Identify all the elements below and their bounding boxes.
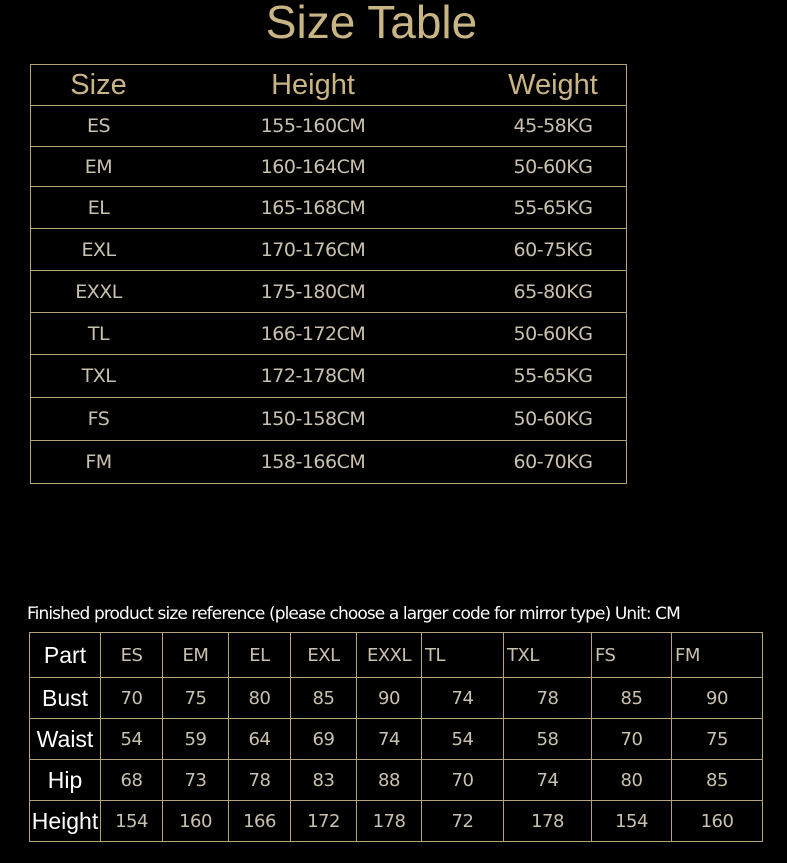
value-cell: 85 xyxy=(291,678,357,719)
header-height: Height xyxy=(271,68,355,101)
value-cell: 160 xyxy=(672,801,763,842)
table-row xyxy=(30,760,763,801)
height-cell: 165-168CM xyxy=(260,196,366,219)
value-cell: 90 xyxy=(672,678,763,719)
weight-cell: 60-75KG xyxy=(513,238,593,261)
part-label: Part xyxy=(30,633,101,678)
value-cell: 75 xyxy=(163,678,229,719)
height-cell: 160-164CM xyxy=(260,155,366,178)
weight-cell: 50-60KG xyxy=(513,408,593,430)
size-header-cell: ES xyxy=(101,633,163,678)
size-cell: TL xyxy=(87,322,110,345)
value-cell: 80 xyxy=(592,760,672,801)
bust-label: Bust xyxy=(30,678,101,719)
weight-cell: 45-58KG xyxy=(513,115,593,137)
value-cell: 74 xyxy=(504,760,592,801)
size-header-cell: EXL xyxy=(291,633,357,678)
size-cell: ES xyxy=(86,115,111,137)
weight-cell: 55-65KG xyxy=(513,365,593,387)
size-reference-note: Finished product size reference (please choose a larger code for mirror type) Unit: CM xyxy=(27,604,680,624)
height-cell: 155-160CM xyxy=(260,115,366,137)
value-cell: 70 xyxy=(592,719,672,760)
value-cell: 80 xyxy=(229,678,291,719)
value-cell: 59 xyxy=(163,719,229,760)
height-cell: 166-172CM xyxy=(260,322,366,345)
size-table-header xyxy=(31,65,626,106)
table-row xyxy=(31,229,626,271)
value-cell: 83 xyxy=(291,760,357,801)
weight-cell: 65-80KG xyxy=(513,280,593,303)
weight-cell: 50-60KG xyxy=(513,322,593,345)
table-row xyxy=(31,187,626,229)
size-cell: FM xyxy=(85,451,112,473)
value-cell: 72 xyxy=(422,801,504,842)
size-header-cell: TL xyxy=(422,633,504,678)
size-header-cell: EL xyxy=(229,633,291,678)
size-table xyxy=(30,64,627,484)
height-cell: 158-166CM xyxy=(260,451,366,473)
table-row xyxy=(30,719,763,760)
value-cell: 166 xyxy=(229,801,291,842)
size-header-cell: TXL xyxy=(504,633,592,678)
value-cell: 70 xyxy=(101,678,163,719)
value-cell: 154 xyxy=(592,801,672,842)
size-header-cell: FM xyxy=(672,633,763,678)
size-cell: EXL xyxy=(81,238,116,261)
table-row xyxy=(31,355,626,398)
value-cell: 70 xyxy=(422,760,504,801)
table-row xyxy=(31,147,626,187)
size-cell: TXL xyxy=(81,365,116,387)
table-row xyxy=(30,801,763,842)
value-cell: 54 xyxy=(422,719,504,760)
value-cell: 85 xyxy=(592,678,672,719)
size-cell: EL xyxy=(87,196,110,219)
header-size: Size xyxy=(70,68,127,101)
value-cell: 64 xyxy=(229,719,291,760)
measurement-header-row xyxy=(30,633,763,678)
value-cell: 160 xyxy=(163,801,229,842)
height-cell: 150-158CM xyxy=(260,408,366,430)
table-row xyxy=(31,271,626,313)
weight-cell: 55-65KG xyxy=(513,196,593,219)
table-row xyxy=(31,441,626,483)
value-cell: 154 xyxy=(101,801,163,842)
size-cell: EXXL xyxy=(75,280,122,303)
size-cell: FS xyxy=(87,408,110,430)
value-cell: 58 xyxy=(504,719,592,760)
value-cell: 78 xyxy=(504,678,592,719)
value-cell: 85 xyxy=(672,760,763,801)
value-cell: 74 xyxy=(422,678,504,719)
value-cell: 69 xyxy=(291,719,357,760)
height-label: Height xyxy=(30,801,101,842)
value-cell: 90 xyxy=(357,678,422,719)
height-cell: 172-178CM xyxy=(260,365,366,387)
weight-cell: 50-60KG xyxy=(513,155,593,178)
height-cell: 175-180CM xyxy=(260,280,366,303)
value-cell: 88 xyxy=(357,760,422,801)
value-cell: 73 xyxy=(163,760,229,801)
weight-cell: 60-70KG xyxy=(513,451,593,473)
value-cell: 78 xyxy=(229,760,291,801)
table-row xyxy=(31,313,626,355)
value-cell: 74 xyxy=(357,719,422,760)
value-cell: 75 xyxy=(672,719,763,760)
table-row xyxy=(30,678,763,719)
measurement-table xyxy=(29,632,763,842)
waist-label: Waist xyxy=(30,719,101,760)
hip-label: Hip xyxy=(30,760,101,801)
size-header-cell: EXXL xyxy=(357,633,422,678)
value-cell: 178 xyxy=(357,801,422,842)
size-header-cell: EM xyxy=(163,633,229,678)
size-header-cell: FS xyxy=(592,633,672,678)
value-cell: 54 xyxy=(101,719,163,760)
height-cell: 170-176CM xyxy=(260,238,366,261)
size-cell: EM xyxy=(84,155,113,178)
header-weight: Weight xyxy=(508,68,598,101)
table-row xyxy=(31,106,626,147)
value-cell: 172 xyxy=(291,801,357,842)
value-cell: 178 xyxy=(504,801,592,842)
page-title: Size Table xyxy=(265,0,478,48)
value-cell: 68 xyxy=(101,760,163,801)
table-row xyxy=(31,398,626,441)
